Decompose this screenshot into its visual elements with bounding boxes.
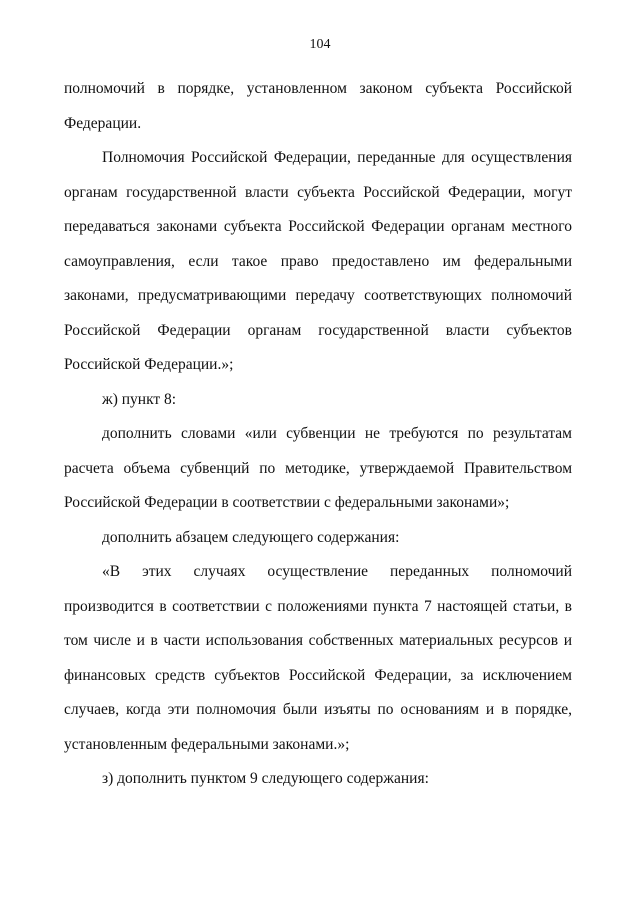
paragraph-continuation: полномочий в порядке, установленном законом субъекта Российской Федерации. — [64, 80, 572, 132]
paragraph-item-z: з) дополнить пунктом 9 следующего содержания: — [102, 770, 429, 787]
page-number: 104 — [309, 37, 331, 52]
paragraph-add-words: дополнить словами «или субвенции не требуются по результатам расчета объема субвенций по методике, утверждаемой Правительством Российской Федерации в соответствии с федеральными законами»; — [64, 425, 572, 511]
paragraph-powers-transfer: Полномочия Российской Федерации, переданные для осуществления органам государственной власти субъекта Российской Федерации, могут передаваться законами субъекта Российской Федерации органам местного самоуправления, если такое право предоставлено им федеральными законами, предусматривающими передачу соответствующих полномочий Российской Федерации органам государственной власти субъектов Российской Федерации.»; — [64, 149, 572, 373]
document-body — [64, 72, 572, 797]
paragraph-item-zh: ж) пункт 8: — [102, 390, 177, 408]
paragraph-add-clause: дополнить абзацем следующего содержания: — [102, 528, 400, 546]
paragraph-quoted-clause: «В этих случаях осуществление переданных полномочий производится в соответствии с положениями пункта 7 настоящей статьи, в том числе и в части использования собственных материальных ресурсов и финансовых средств субъектов Российской Федерации, за исключением случаев, когда эти полномочия были изъяты по основаниям и в порядке, установленным федеральными законами.»; — [64, 563, 572, 753]
